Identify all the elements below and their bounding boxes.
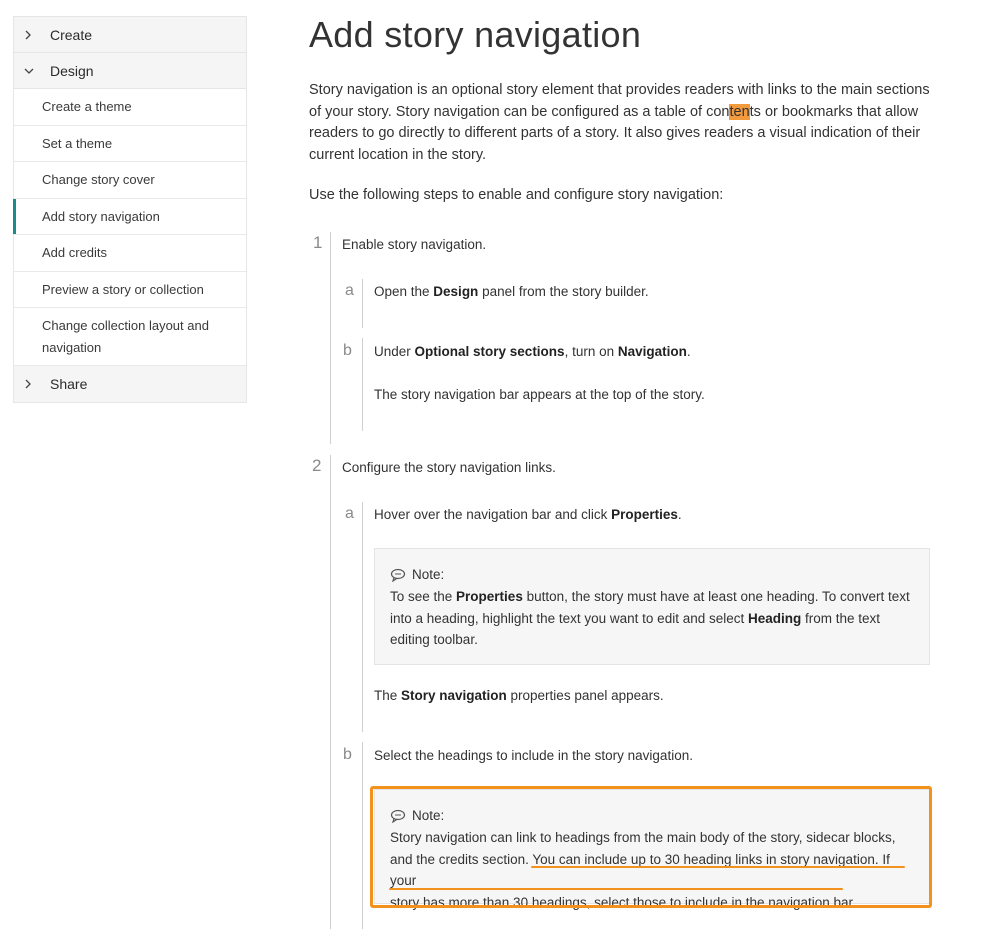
sidebar-group-label: Design	[50, 62, 94, 79]
step-divider	[330, 455, 331, 929]
text-run: , turn on	[564, 344, 618, 359]
substep-divider	[362, 338, 363, 431]
step-divider	[330, 232, 331, 444]
substep-letter: a	[345, 282, 354, 299]
chevron-right-icon	[24, 30, 40, 40]
bold-term: Heading	[748, 610, 802, 626]
sidebar-group-label: Create	[50, 26, 93, 43]
substep-text	[374, 342, 691, 362]
sidebar-item-label: Set a theme	[42, 135, 113, 151]
sidebar-nav	[13, 16, 247, 403]
annotation-underline	[531, 866, 905, 868]
substep-letter: b	[343, 342, 352, 359]
text-run: panel from the story builder.	[478, 284, 649, 299]
sidebar-item-collection-layout[interactable]	[14, 308, 246, 366]
bold-term: Story navigation	[401, 688, 507, 703]
sidebar-item-label: Add story navigation	[42, 208, 160, 224]
substep-letter: a	[345, 505, 354, 522]
page-title: Add story navigation	[309, 14, 642, 55]
substep-divider	[362, 502, 363, 732]
substep-text	[374, 505, 682, 525]
text-run: .	[686, 344, 691, 359]
text-run: You can include up to 30 heading links in story navigation. If your	[390, 851, 890, 888]
sidebar-item-label: Change collection layout and navigation	[42, 318, 209, 355]
substep-letter: b	[343, 746, 352, 763]
intro-text: Story navigation is an optional story element that provides readers with links to the main sections of your story. Story navigation can be configured as a table of con	[309, 82, 930, 120]
intro-text: ts or bookmarks that allow readers to go directly to different parts of a story. It also gives readers a visual indication of their current location in the story.	[309, 103, 921, 163]
sidebar-item-set-theme[interactable]	[14, 126, 246, 163]
note-label: Note:	[412, 808, 445, 824]
text-run: Open the	[374, 284, 434, 299]
annotation-underline	[389, 888, 843, 890]
search-highlight: ten	[729, 103, 750, 120]
step-number: 1	[313, 233, 323, 252]
chevron-right-icon	[24, 379, 40, 389]
sidebar-group-label: Share	[50, 376, 88, 392]
step-number: 2	[312, 456, 322, 475]
step-text: Configure the story navigation links.	[342, 460, 556, 475]
sidebar-item-label: Preview a story or collection	[42, 281, 204, 297]
substep-text: Select the headings to include in the story navigation.	[374, 748, 693, 763]
sidebar-item-label: Create a theme	[42, 99, 132, 114]
bold-term: Design	[433, 284, 479, 299]
text-run: .	[852, 894, 857, 910]
substep-result: The story navigation bar appears at the top of the story.	[374, 387, 705, 402]
text-run: .	[677, 507, 682, 522]
text-run: story has more than 30 headings, select those to include in the navigation bar	[390, 894, 853, 910]
note-header	[390, 564, 913, 586]
sidebar-group-create[interactable]	[14, 17, 246, 53]
bold-term: Properties	[456, 589, 523, 604]
substep-divider	[362, 742, 363, 929]
note-label: Note:	[412, 567, 445, 583]
text-run: button, the story must have at least one heading. To convert text into a heading, highlight the text you want to edit and select	[390, 589, 910, 626]
chevron-down-icon	[24, 67, 40, 75]
sidebar-group-design[interactable]	[14, 53, 246, 89]
sidebar-item-create-theme[interactable]	[14, 89, 246, 126]
text-run: and the credits section.	[390, 851, 533, 867]
sidebar-item-preview[interactable]	[14, 272, 246, 309]
step-text: Enable story navigation.	[342, 237, 487, 252]
text-run: Hover over the navigation bar and click	[374, 507, 612, 522]
note-line: Story navigation can link to headings from the main body of the story, sidecar blocks,	[390, 830, 896, 845]
note-box	[374, 548, 930, 665]
sidebar-item-change-story-cover[interactable]	[14, 162, 246, 199]
sidebar-group-share[interactable]	[14, 366, 246, 402]
text-run: Under	[374, 344, 415, 359]
text-run: from the text editing toolbar.	[390, 610, 881, 647]
text-run: The	[374, 688, 402, 703]
sidebar-item-add-story-navigation[interactable]	[14, 199, 246, 236]
intro-paragraph	[309, 80, 941, 166]
sidebar-item-label: Change story cover	[42, 172, 155, 187]
speech-bubble-icon	[390, 568, 406, 582]
sidebar-item-label: Add credits	[42, 245, 108, 260]
bold-term: Optional story sections	[414, 344, 565, 359]
bold-term: Navigation	[617, 344, 687, 359]
sidebar-item-add-credits[interactable]	[14, 235, 246, 272]
lead-paragraph: Use the following steps to enable and configure story navigation:	[309, 187, 724, 203]
text-run: To see the	[390, 589, 457, 604]
text-run: properties panel appears.	[506, 688, 664, 703]
bold-term: Properties	[611, 507, 678, 522]
substep-divider	[362, 279, 363, 328]
note-body	[390, 586, 913, 651]
substep-text	[374, 282, 649, 302]
substep-result	[374, 686, 664, 706]
